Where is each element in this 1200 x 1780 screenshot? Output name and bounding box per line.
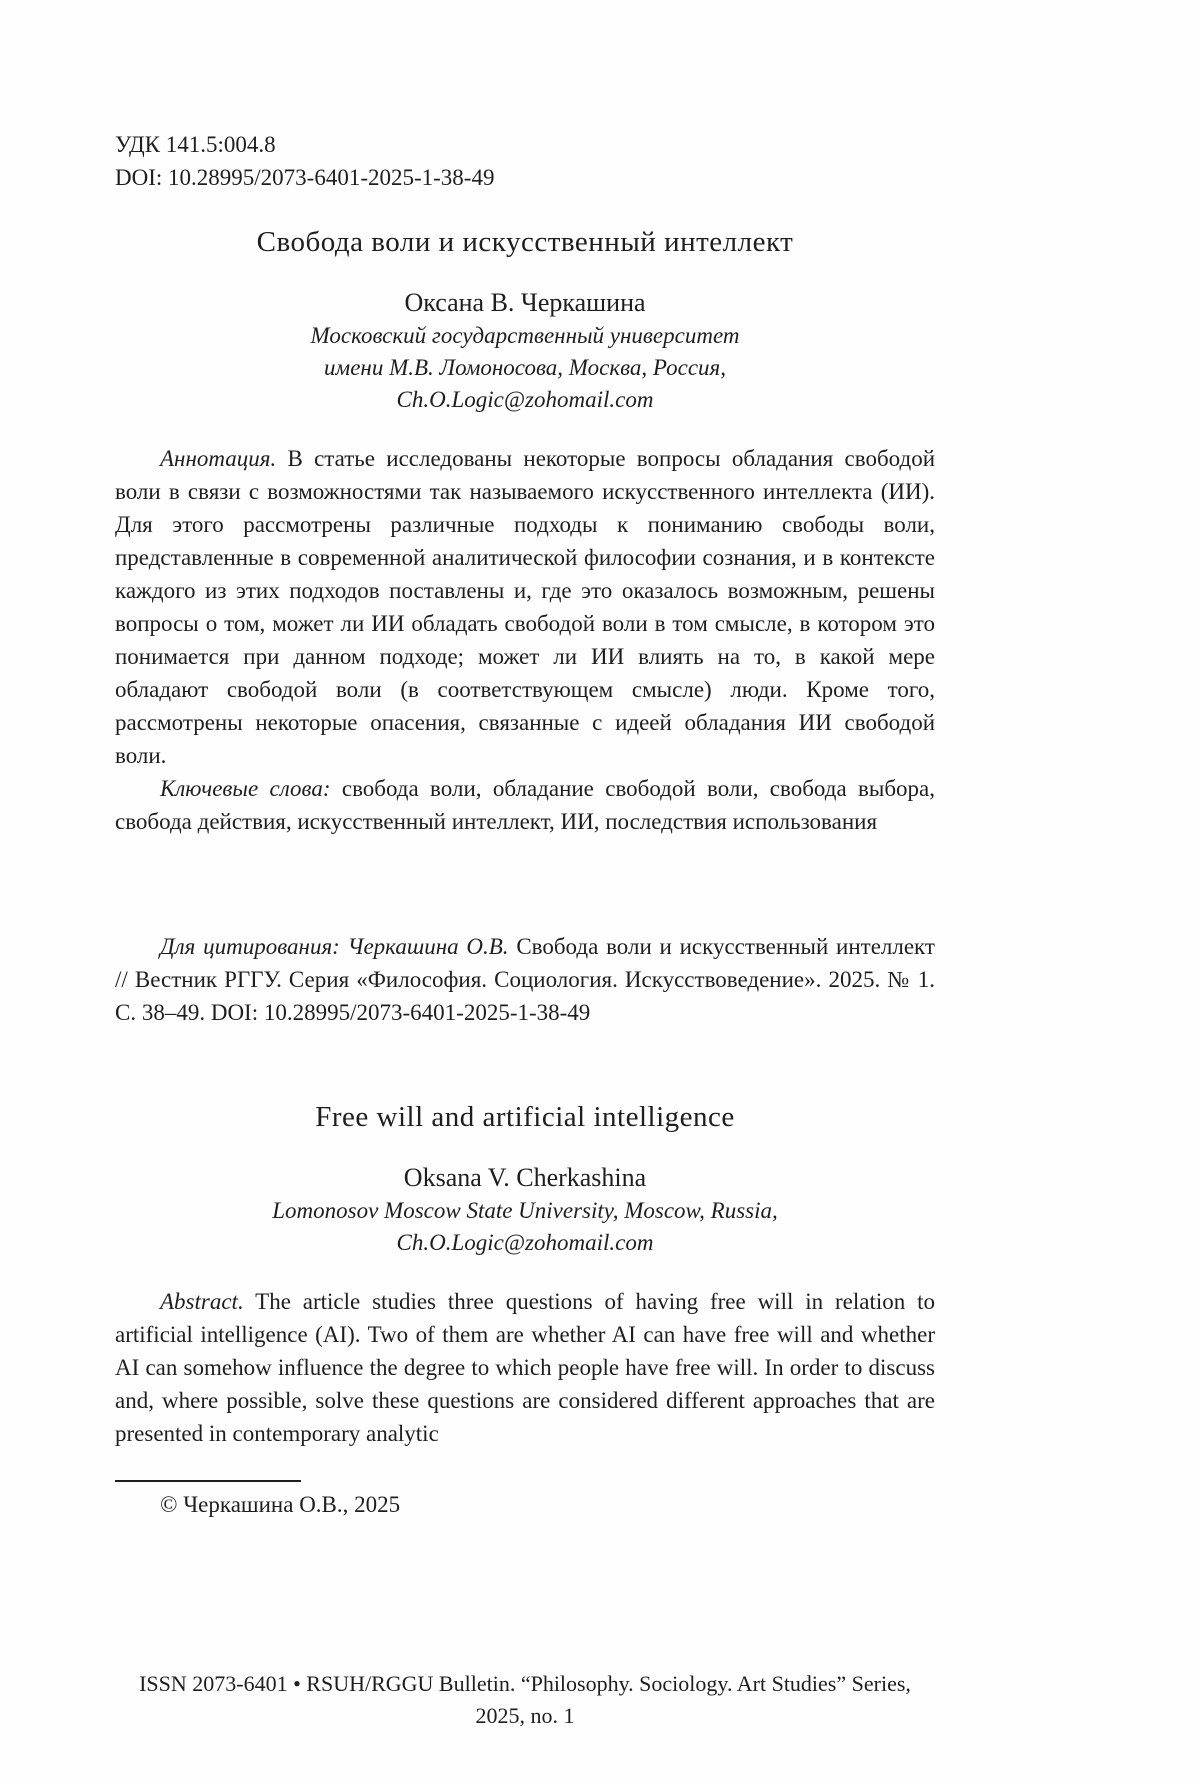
russian-abstract-label: Аннотация. <box>160 446 277 471</box>
citation-label: Для цитирования: <box>160 934 340 959</box>
english-affiliation <box>115 1195 935 1259</box>
russian-author: Оксана В. Черкашина <box>404 288 646 317</box>
russian-affiliation-line2: имени М.В. Ломоносова, Москва, Россия, <box>324 355 726 380</box>
english-title: Free will and artificial intelligence <box>315 1101 735 1133</box>
footnote-rule <box>115 1480 301 1482</box>
copyright-line: © Черкашина О.В., 2025 <box>160 1492 401 1517</box>
article-head-block <box>115 128 935 194</box>
english-affiliation-line1: Lomonosov Moscow State University, Moscow, Russia, <box>272 1198 778 1223</box>
english-abstract-label: Abstract. <box>160 1289 244 1314</box>
journal-footer-line1: ISSN 2073-6401 • RSUH/RGGU Bulletin. “Philosophy. Sociology. Art Studies” Series, <box>139 1671 911 1696</box>
russian-affiliation <box>115 320 935 416</box>
copyright-footnote <box>115 1480 935 1521</box>
russian-affiliation-line1: Московский государственный университет <box>310 323 740 348</box>
english-abstract <box>115 1285 935 1450</box>
citation-author: Черкашина О.В. <box>339 934 509 959</box>
russian-abstract-text: В статье исследованы некоторые вопросы обладания свободой воли в связи с возможностями так называемого искусственного интеллекта (ИИ). Для этого рассмотрены различные подходы к пониманию свободы воли, представленные в современной аналитической философии сознания, и в контексте каждого из этих подходов поставлены и, где это оказалось возможным, решены вопросы о том, может ли ИИ обладать свободой воли в том смысле, в котором это понимается при данном подходе; может ли ИИ влиять на то, в какой мере обладают свободой воли (в соответствующем смысле) люди. Кроме того, рассмотрены некоторые опасения, связанные с идеей обладания ИИ свободой воли. <box>115 446 935 768</box>
russian-keywords-label: Ключевые слова: <box>160 776 331 801</box>
citation-text: Свобода воли и искусственный интеллект // Вестник РГГУ. Серия «Философия. Социология. Искусствоведение». 2025. № 1. С. 38–49. DOI: 10.28995/2073-6401-2025-1-38-49 <box>115 934 935 1025</box>
journal-footer-line2: 2025, no. 1 <box>475 1703 575 1728</box>
russian-abstract <box>115 442 935 772</box>
russian-keywords-text: свобода воли, обладание свободой воли, свобода выбора, свобода действия, искусственный интеллект, ИИ, последствия использования <box>115 776 935 834</box>
english-author: Oksana V. Cherkashina <box>403 1163 647 1192</box>
doi-line: DOI: 10.28995/2073-6401-2025-1-38-49 <box>115 165 495 190</box>
russian-keywords <box>115 772 935 838</box>
page-content <box>115 0 935 1521</box>
udc-line: УДК 141.5:004.8 <box>115 132 276 157</box>
citation-paragraph <box>115 930 935 1029</box>
english-abstract-text: The article studies three questions of having free will in relation to artificial intelligence (AI). Two of them are whether AI can have free will and whether AI can somehow influence the degree to which people have free will. In order to discuss and, where possible, solve these questions are considered different approaches that are presented in contemporary analytic <box>115 1289 935 1446</box>
russian-author-email: Ch.O.Logic@zohomail.com <box>396 387 654 412</box>
journal-footer <box>115 1668 935 1732</box>
english-author-email: Ch.O.Logic@zohomail.com <box>396 1230 654 1255</box>
russian-title: Свобода воли и искусственный интеллект <box>256 226 794 258</box>
